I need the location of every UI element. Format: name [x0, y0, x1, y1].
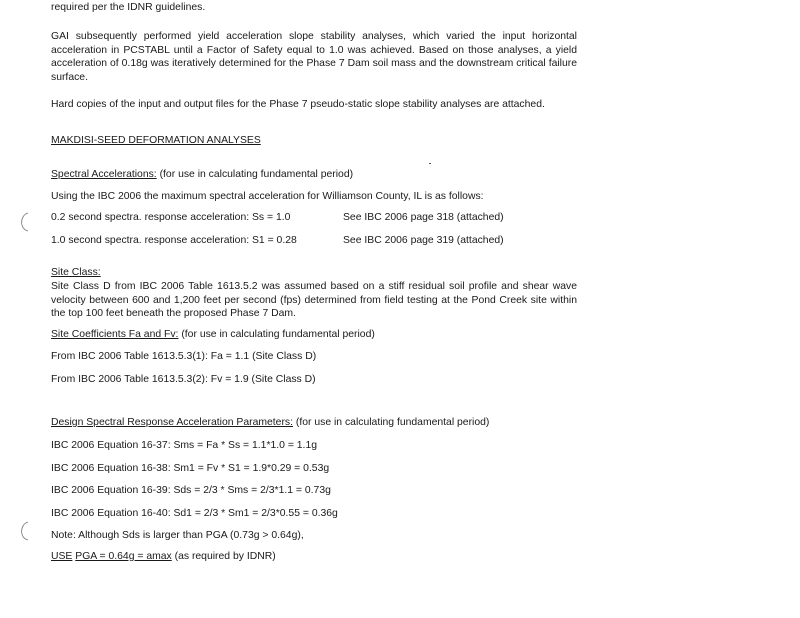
- equation-16-39: IBC 2006 Equation 16-39: Sds = 2/3 * Sms = 2/3*1.1 = 0.73g: [51, 485, 331, 496]
- s1-reference: See IBC 2006 page 319 (attached): [343, 235, 504, 246]
- binder-hole-mark-icon: [16, 520, 30, 542]
- design-heading: Design Spectral Response Acceleration Parameters:: [51, 417, 293, 428]
- spectral-note: (for use in calculating fundamental period): [156, 169, 354, 180]
- section-heading: MAKDISI-SEED DEFORMATION ANALYSES: [51, 135, 261, 146]
- coefficients-heading-line: [51, 328, 375, 341]
- design-heading-line: [51, 416, 489, 429]
- fa-line: From IBC 2006 Table 1613.5.3(1): Fa = 1.1 (Site Class D): [51, 351, 317, 362]
- equation-16-38: IBC 2006 Equation 16-38: Sm1 = Fv * S1 = 1.9*0.29 = 0.53g: [51, 463, 330, 474]
- spectral-heading: Spectral Accelerations:: [51, 169, 157, 180]
- yield-acceleration-paragraph: GAI subsequently performed yield acceleration slope stability analyses, which varied the input horizontal acceleration in PCSTABL until a Factor of Safety equal to 1.0 was achieved. Based on those analyses, a yield acceleration of 0.18g was iteratively determined for the Phase 7 Dam soil mass and the downstream critical failure surface.: [51, 31, 577, 83]
- use-pga-line: [51, 550, 276, 563]
- use-pga-tail: (as required by IDNR): [171, 551, 276, 562]
- equation-16-40: IBC 2006 Equation 16-40: Sd1 = 2/3 * Sm1 = 2/3*0.55 = 0.36g: [51, 508, 338, 519]
- note-line: Note: Although Sds is larger than PGA (0.73g > 0.64g),: [51, 530, 304, 541]
- ibc-intro-text: Using the IBC 2006 the maximum spectral acceleration for Williamson County, IL is as follows:: [51, 191, 484, 202]
- hard-copies-paragraph: Hard copies of the input and output files for the Phase 7 pseudo-static slope stability analyses are attached.: [51, 99, 545, 110]
- spectral-heading-line: [51, 168, 353, 181]
- scan-speck: [429, 163, 431, 164]
- site-class-paragraph: Site Class D from IBC 2006 Table 1613.5.2 was assumed based on a stiff residual soil profile and shear wave velocity between 600 and 1,200 feet per second (fps) determined from field testing at the Pond Creek site within the top 100 feet beneath the proposed Phase 7 Dam.: [51, 281, 577, 320]
- coefficients-note: (for use in calculating fundamental period): [178, 329, 375, 340]
- coefficients-heading: Site Coefficients Fa and Fv:: [51, 329, 179, 340]
- fv-line: From IBC 2006 Table 1613.5.3(2): Fv = 1.9 (Site Class D): [51, 374, 316, 385]
- ss-reference: See IBC 2006 page 318 (attached): [343, 212, 504, 223]
- s1-line: 1.0 second spectra. response acceleration: S1 = 0.28: [51, 235, 297, 246]
- binder-hole-mark-icon: [16, 211, 30, 233]
- site-class-heading: Site Class:: [51, 267, 101, 278]
- intro-tail-text: required per the IDNR guidelines.: [51, 2, 206, 13]
- ss-line: 0.2 second spectra. response acceleration: Ss = 1.0: [51, 212, 291, 223]
- use-pga-value: PGA = 0.64g = amax: [75, 551, 172, 562]
- use-word: USE: [51, 551, 73, 562]
- equation-16-37: IBC 2006 Equation 16-37: Sms = Fa * Ss = 1.1*1.0 = 1.1g: [51, 440, 317, 451]
- design-note: (for use in calculating fundamental period): [293, 417, 490, 428]
